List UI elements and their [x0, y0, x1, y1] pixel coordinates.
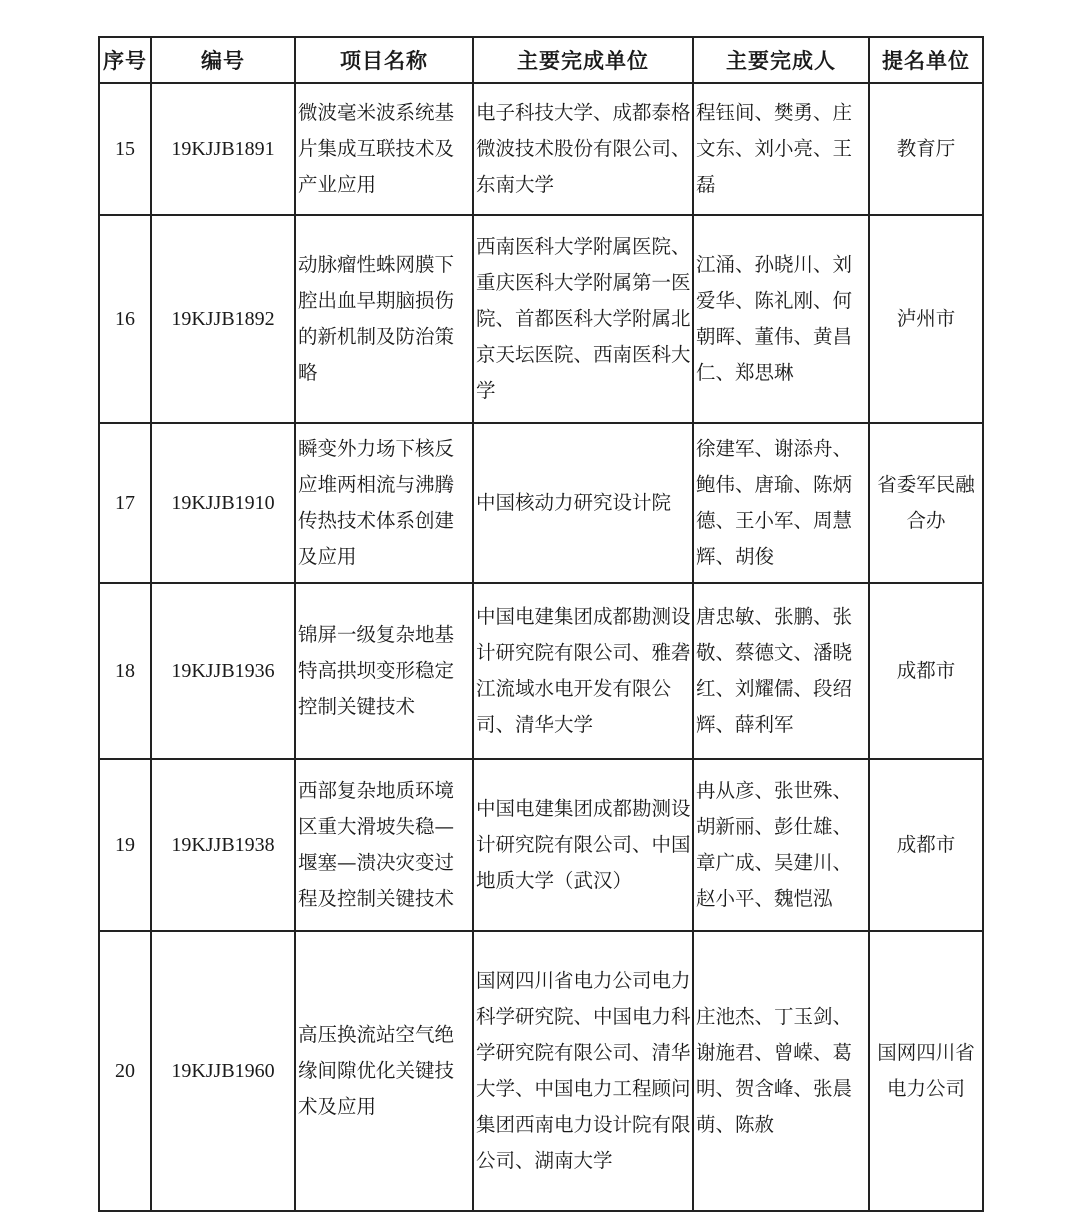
row-code: 19KJJB1892: [151, 215, 295, 423]
row-units: 中国核动力研究设计院: [473, 423, 693, 583]
header-code: 编号: [151, 37, 295, 83]
row-nominator: 国网四川省电力公司: [869, 931, 983, 1211]
row-seq: 17: [99, 423, 151, 583]
row-seq: 20: [99, 931, 151, 1211]
row-seq: 16: [99, 215, 151, 423]
table-row: [99, 215, 983, 423]
table-row: [99, 931, 983, 1211]
header-seq: 序号: [99, 37, 151, 83]
row-project: 西部复杂地质环境区重大滑坡失稳—堰塞—溃决灾变过程及控制关键技术: [295, 759, 473, 931]
row-people: 唐忠敏、张鹏、张敬、蔡德文、潘晓红、刘耀儒、段绍辉、薛利军: [693, 583, 869, 759]
table-row: [99, 423, 983, 583]
table-row: [99, 583, 983, 759]
award-table: [98, 36, 984, 1212]
row-project: 动脉瘤性蛛网膜下腔出血早期脑损伤的新机制及防治策略: [295, 215, 473, 423]
row-people: 徐建军、谢添舟、鲍伟、唐瑜、陈炳德、王小军、周慧辉、胡俊: [693, 423, 869, 583]
row-code: 19KJJB1960: [151, 931, 295, 1211]
row-people: 庄池杰、丁玉剑、谢施君、曾嵘、葛明、贺含峰、张晨萌、陈赦: [693, 931, 869, 1211]
row-units: 电子科技大学、成都泰格微波技术股份有限公司、东南大学: [473, 83, 693, 215]
row-units: 中国电建集团成都勘测设计研究院有限公司、中国地质大学（武汉）: [473, 759, 693, 931]
award-list-sheet: [98, 36, 982, 1212]
row-nominator: 教育厅: [869, 83, 983, 215]
row-seq: 18: [99, 583, 151, 759]
row-nominator: 泸州市: [869, 215, 983, 423]
row-code: 19KJJB1938: [151, 759, 295, 931]
row-units: 西南医科大学附属医院、重庆医科大学附属第一医院、首都医科大学附属北京天坛医院、西南医科大学: [473, 215, 693, 423]
table-row: [99, 759, 983, 931]
row-code: 19KJJB1936: [151, 583, 295, 759]
header-units: 主要完成单位: [473, 37, 693, 83]
row-project: 瞬变外力场下核反应堆两相流与沸腾传热技术体系创建及应用: [295, 423, 473, 583]
row-project: 微波毫米波系统基片集成互联技术及产业应用: [295, 83, 473, 215]
row-people: 江涌、孙晓川、刘爱华、陈礼刚、何朝晖、董伟、黄昌仁、郑思琳: [693, 215, 869, 423]
header-people: 主要完成人: [693, 37, 869, 83]
row-nominator: 成都市: [869, 759, 983, 931]
row-people: 程钰间、樊勇、庄文东、刘小亮、王磊: [693, 83, 869, 215]
header-project: 项目名称: [295, 37, 473, 83]
row-units: 国网四川省电力公司电力科学研究院、中国电力科学研究院有限公司、清华大学、中国电力工程顾问集团西南电力设计院有限公司、湖南大学: [473, 931, 693, 1211]
row-code: 19KJJB1891: [151, 83, 295, 215]
row-code: 19KJJB1910: [151, 423, 295, 583]
row-units: 中国电建集团成都勘测设计研究院有限公司、雅砻江流域水电开发有限公司、清华大学: [473, 583, 693, 759]
header-nominator: 提名单位: [869, 37, 983, 83]
row-seq: 15: [99, 83, 151, 215]
row-project: 高压换流站空气绝缘间隙优化关键技术及应用: [295, 931, 473, 1211]
row-people: 冉从彦、张世殊、胡新丽、彭仕雄、章广成、吴建川、赵小平、魏恺泓: [693, 759, 869, 931]
row-nominator: 省委军民融合办: [869, 423, 983, 583]
table-row: [99, 83, 983, 215]
row-seq: 19: [99, 759, 151, 931]
row-nominator: 成都市: [869, 583, 983, 759]
row-project: 锦屏一级复杂地基特高拱坝变形稳定控制关键技术: [295, 583, 473, 759]
header-row: [99, 37, 983, 83]
